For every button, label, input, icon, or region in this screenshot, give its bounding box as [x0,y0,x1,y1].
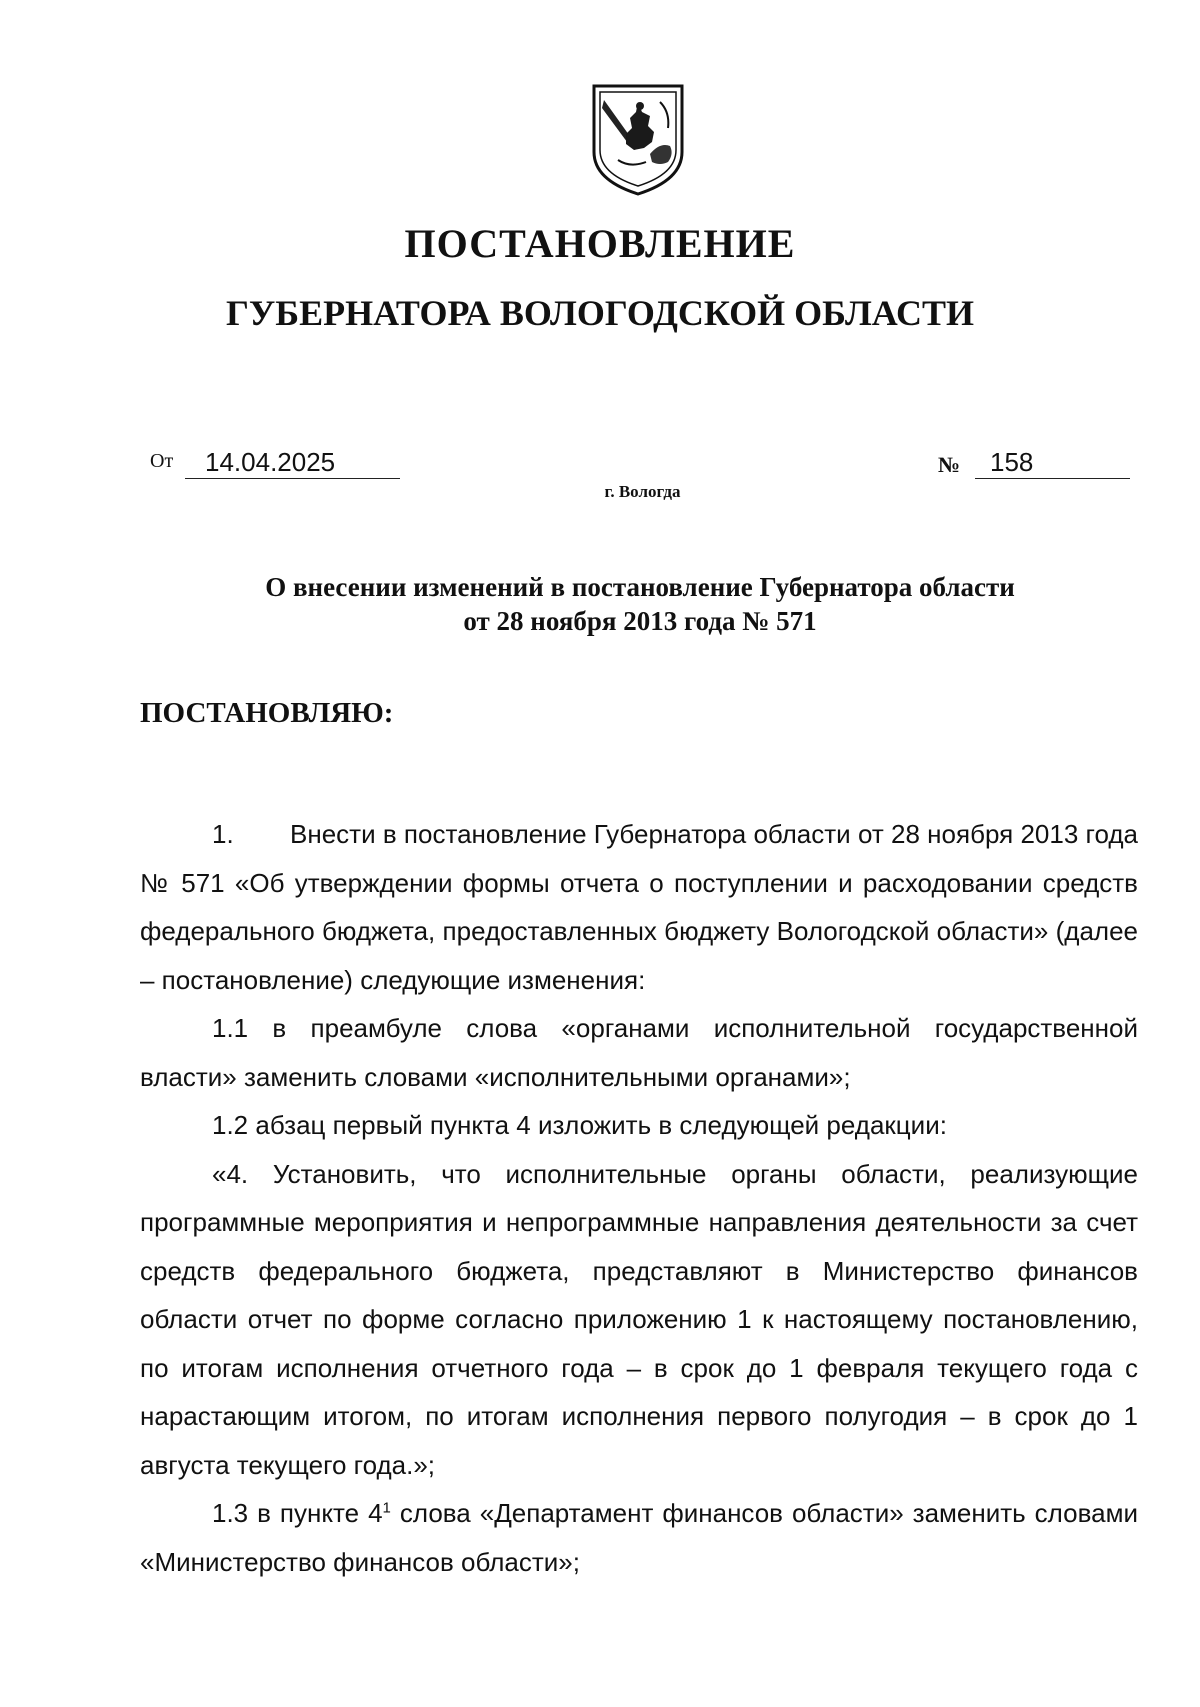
paragraph-1-3-end: слова «Департамент финансов области» заменить словами «Министерство финансов области»; [140,1498,1138,1577]
paragraph-1-number: 1. [212,819,234,849]
paragraph-quote: «4. Установить, что исполнительные органы области, реализующие программные мероприятия и непрограммные направления деятельности за счет средств федерального бюджета, представляют в Министерство финансов области отчет по форме согласно приложению 1 к настоящему постановлению, по итогам исполнения отчетного года – в срок до 1 февраля текущего года с нарастающим итогом, по итогам исполнения первого полугодия – в срок до 1 августа текущего года.»; [140,1158,1138,1480]
paragraph-1 [140,810,1138,1004]
city: г. Вологда [604,482,681,501]
paragraph-1-text: Внести в постановление Губернатора области от 28 ноября 2013 года № 571 «Об утверждении формы отчета о поступлении и расходовании средств федерального бюджета, предоставленных бюджету Вологодской области» (далее – постановление) следующие изменения: [140,819,1138,995]
resolve-heading: ПОСТАНОВЛЯЮ: [140,697,394,729]
paragraph-1-2: 1.2 абзац первый пункта 4 изложить в следующей редакции: [212,1110,947,1140]
document-date: 14.04.2025 [205,447,336,477]
subject-line-1: О внесении изменений в постановление Губернатора области [265,572,1015,602]
subject-line-2: от 28 ноября 2013 года № 571 [463,606,817,636]
number-underline [975,478,1130,479]
paragraph-1-3-start: 1.3 в пункте 4 [212,1498,383,1528]
document-issuer: ГУБЕРНАТОРА ВОЛОГОДСКОЙ ОБЛАСТИ [225,293,975,333]
superscript: 1 [382,1499,391,1517]
document-title: ПОСТАНОВЛЕНИЕ [404,221,796,266]
date-label: От [150,450,174,472]
paragraph-1-3 [140,1489,1138,1586]
paragraph-1-1: 1.1 в преамбуле слова «органами исполнительной государственной власти» заменить словами «исполнительными органами»; [140,1013,1138,1092]
document-body [140,810,1138,1586]
date-underline [185,478,400,479]
document-number: 158 [990,447,1034,477]
document-subject [180,570,1100,638]
vologda-coat-of-arms-icon [590,82,686,198]
number-label: № [938,452,961,477]
